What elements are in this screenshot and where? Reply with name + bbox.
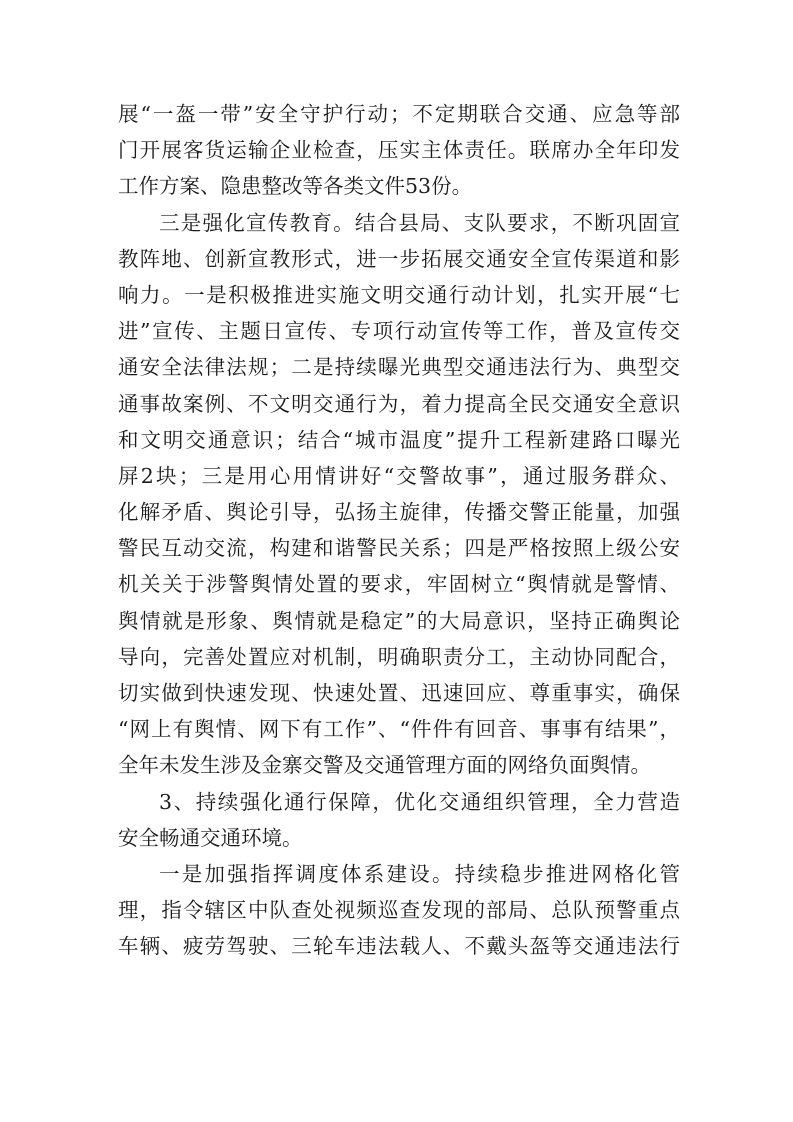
- text-line: 通安全法律法规；二是持续曝光典型交通违法行为、典型交: [118, 355, 680, 380]
- text-line: 切实做到快速发现、快速处置、迅速回应、尊重事实，确保: [118, 681, 680, 705]
- text-line: 理，指令辖区中队查处视频巡查发现的部局、总队预警重点: [118, 898, 680, 923]
- paragraph-2: [118, 205, 680, 784]
- text-line: 化解矛盾、舆论引导，弘扬主旋律，传播交警正能量，加强: [118, 500, 680, 525]
- text-line: 机关关于涉警舆情处置的要求，牢固树立“舆情就是警情、: [118, 572, 680, 597]
- text-line: 导向，完善处置应对机制，明确职责分工，主动协同配合，: [118, 644, 680, 669]
- text-line: “网上有舆情、网下有工作”、“件件有回音、事事有结果”，: [118, 717, 680, 742]
- text-line: 全年未发生涉及金寨交警及交通管理方面的网络负面舆情。: [118, 753, 651, 778]
- paragraph-1: [118, 96, 680, 205]
- text-line: 响力。一是积极推进实施文明交通行动计划，扎实开展“七: [118, 282, 680, 307]
- text-line: 通事故案例、不文明交通行为，着力提高全民交通安全意识: [118, 391, 680, 416]
- text-line: 工作方案、隐患整改等各类文件53份。: [118, 174, 473, 199]
- text-line: 进”宣传、主题日宣传、专项行动宣传等工作，普及宣传交: [118, 319, 680, 344]
- text-line: 警民互动交流，构建和谐警民关系；四是严格按照上级公安: [118, 536, 680, 561]
- paragraph-4: [118, 856, 680, 965]
- text-line: 三是强化宣传教育。结合县局、支队要求，不断巩固宣: [159, 210, 680, 235]
- text-line: 3、持续强化通行保障，优化交通组织管理，全力营造: [159, 789, 680, 814]
- text-line: 屏2块；三是用心用情讲好“交警故事”，通过服务群众、: [118, 463, 680, 488]
- text-line: 门开展客货运输企业检查，压实主体责任。联席办全年印发: [118, 138, 680, 163]
- document-page: [118, 96, 680, 965]
- text-line: 车辆、疲劳驾驶、三轮车违法载人、不戴头盔等交通违法行: [118, 934, 680, 959]
- section-heading-3: [118, 784, 680, 856]
- text-line: 安全畅通交通环境。: [118, 825, 303, 850]
- text-line: 舆情就是形象、舆情就是稳定”的大局意识，坚持正确舆论: [118, 608, 680, 633]
- text-line: 和文明交通意识；结合“城市温度”提升工程新建路口曝光: [118, 427, 680, 452]
- text-line: 一是加强指挥调度体系建设。持续稳步推进网格化管: [159, 861, 680, 886]
- text-line: 教阵地、创新宣教形式，进一步拓展交通安全宣传渠道和影: [118, 246, 680, 271]
- text-line: 展“一盔一带”安全守护行动；不定期联合交通、应急等部: [118, 102, 680, 126]
